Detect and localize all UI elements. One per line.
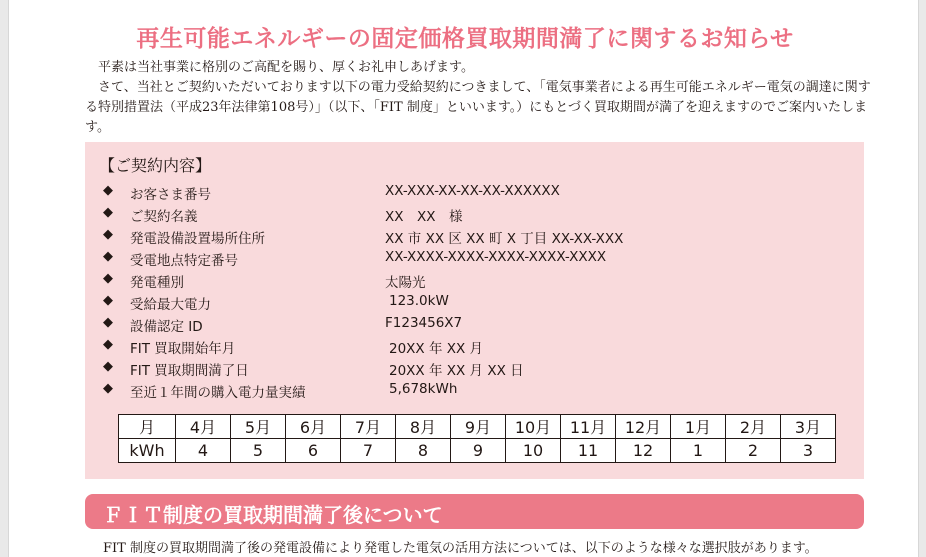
month-cell: 3月: [781, 415, 836, 439]
month-cell: 8月: [396, 415, 451, 439]
value-cell: 11: [561, 439, 616, 463]
diamond-bullet-icon: ◆: [103, 205, 113, 220]
contract-label: 受電地点特定番号: [130, 253, 238, 269]
contract-value: XX XX 様: [385, 209, 463, 225]
monthly-usage-table: [118, 414, 836, 463]
table-unit-cell: kWh: [119, 439, 176, 463]
contract-label: 至近１年間の購入電力量実績: [130, 385, 306, 401]
value-cell: 12: [616, 439, 671, 463]
value-cell: 2: [726, 439, 781, 463]
value-cell: 3: [781, 439, 836, 463]
contract-value: 123.0kW: [389, 293, 449, 309]
month-cell: 5月: [231, 415, 286, 439]
diamond-bullet-icon: ◆: [103, 337, 113, 352]
intro-paragraph-1: 平素は当社事業に格別のご高配を賜り、厚くお礼申しあげます。: [98, 60, 474, 75]
value-cell: 4: [176, 439, 231, 463]
contract-label: FIT 買取期間満了日: [130, 363, 249, 379]
contract-label: ご契約名義: [130, 209, 198, 225]
contract-value: F123456X7: [385, 315, 463, 331]
contract-details-box: [85, 142, 864, 479]
month-cell: 12月: [616, 415, 671, 439]
value-cell: 7: [341, 439, 396, 463]
diamond-bullet-icon: ◆: [103, 249, 113, 264]
contract-label: 受給最大電力: [130, 297, 211, 313]
month-cell: 6月: [286, 415, 341, 439]
diamond-bullet-icon: ◆: [103, 359, 113, 374]
contract-value: XX-XXXX-XXXX-XXXX-XXXX-XXXX: [385, 249, 607, 265]
intro-paragraph-2: さて、当社とご契約いただいております以下の電力受給契約につきまして、「電気事業者による再生可能エネルギー電気の調達に関する特別措置法（平成23年法律第108号）」（以下、「FIT 制度」といいます。）にもとづく買取期間が満了を迎えますのでご案内いたします。: [85, 80, 871, 135]
diamond-bullet-icon: ◆: [103, 315, 113, 330]
contract-value: 5,678kWh: [389, 381, 458, 397]
table-header-row: [119, 415, 836, 439]
value-cell: 1: [671, 439, 726, 463]
section-heading-bar: [85, 494, 864, 529]
month-cell: 11月: [561, 415, 616, 439]
month-cell: 9月: [451, 415, 506, 439]
document-page: [8, 0, 919, 557]
value-cell: 8: [396, 439, 451, 463]
table-header-cell: 月: [119, 415, 176, 439]
diamond-bullet-icon: ◆: [103, 227, 113, 242]
contract-value: 20XX 年 XX 月 XX 日: [389, 363, 524, 379]
month-cell: 2月: [726, 415, 781, 439]
diamond-bullet-icon: ◆: [103, 381, 113, 396]
month-cell: 4月: [176, 415, 231, 439]
month-cell: 7月: [341, 415, 396, 439]
section-heading: ＦＩＴ制度の買取期間満了後について: [103, 503, 443, 527]
diamond-bullet-icon: ◆: [103, 183, 113, 198]
diamond-bullet-icon: ◆: [103, 271, 113, 286]
contract-value: XX-XXX-XX-XX-XX-XXXXXX: [385, 183, 560, 199]
contract-label: 設備認定 ID: [130, 319, 203, 335]
diamond-bullet-icon: ◆: [103, 293, 113, 308]
contract-label: お客さま番号: [130, 187, 211, 203]
contract-value: 太陽光: [385, 275, 426, 291]
value-cell: 10: [506, 439, 561, 463]
section-text: FIT 制度の買取期間満了後の発電設備により発電した電気の活用方法については、以下のような様々な選択肢があります。: [103, 541, 818, 556]
table-row: [119, 439, 836, 463]
contract-label: 発電種別: [130, 275, 184, 291]
value-cell: 5: [231, 439, 286, 463]
month-cell: 1月: [671, 415, 726, 439]
contract-label: FIT 買取開始年月: [130, 341, 236, 357]
intro-text: [85, 58, 877, 138]
value-cell: 6: [286, 439, 341, 463]
value-cell: 9: [451, 439, 506, 463]
contract-heading: 【ご契約内容】: [99, 156, 212, 175]
contract-label: 発電設備設置場所住所: [130, 231, 265, 247]
page-title: 再生可能エネルギーの固定価格買取期間満了に関するお知らせ: [136, 26, 794, 52]
contract-value: XX 市 XX 区 XX 町 X 丁目 XX-XX-XXX: [385, 231, 624, 247]
contract-value: 20XX 年 XX 月: [389, 341, 484, 357]
month-cell: 10月: [506, 415, 561, 439]
